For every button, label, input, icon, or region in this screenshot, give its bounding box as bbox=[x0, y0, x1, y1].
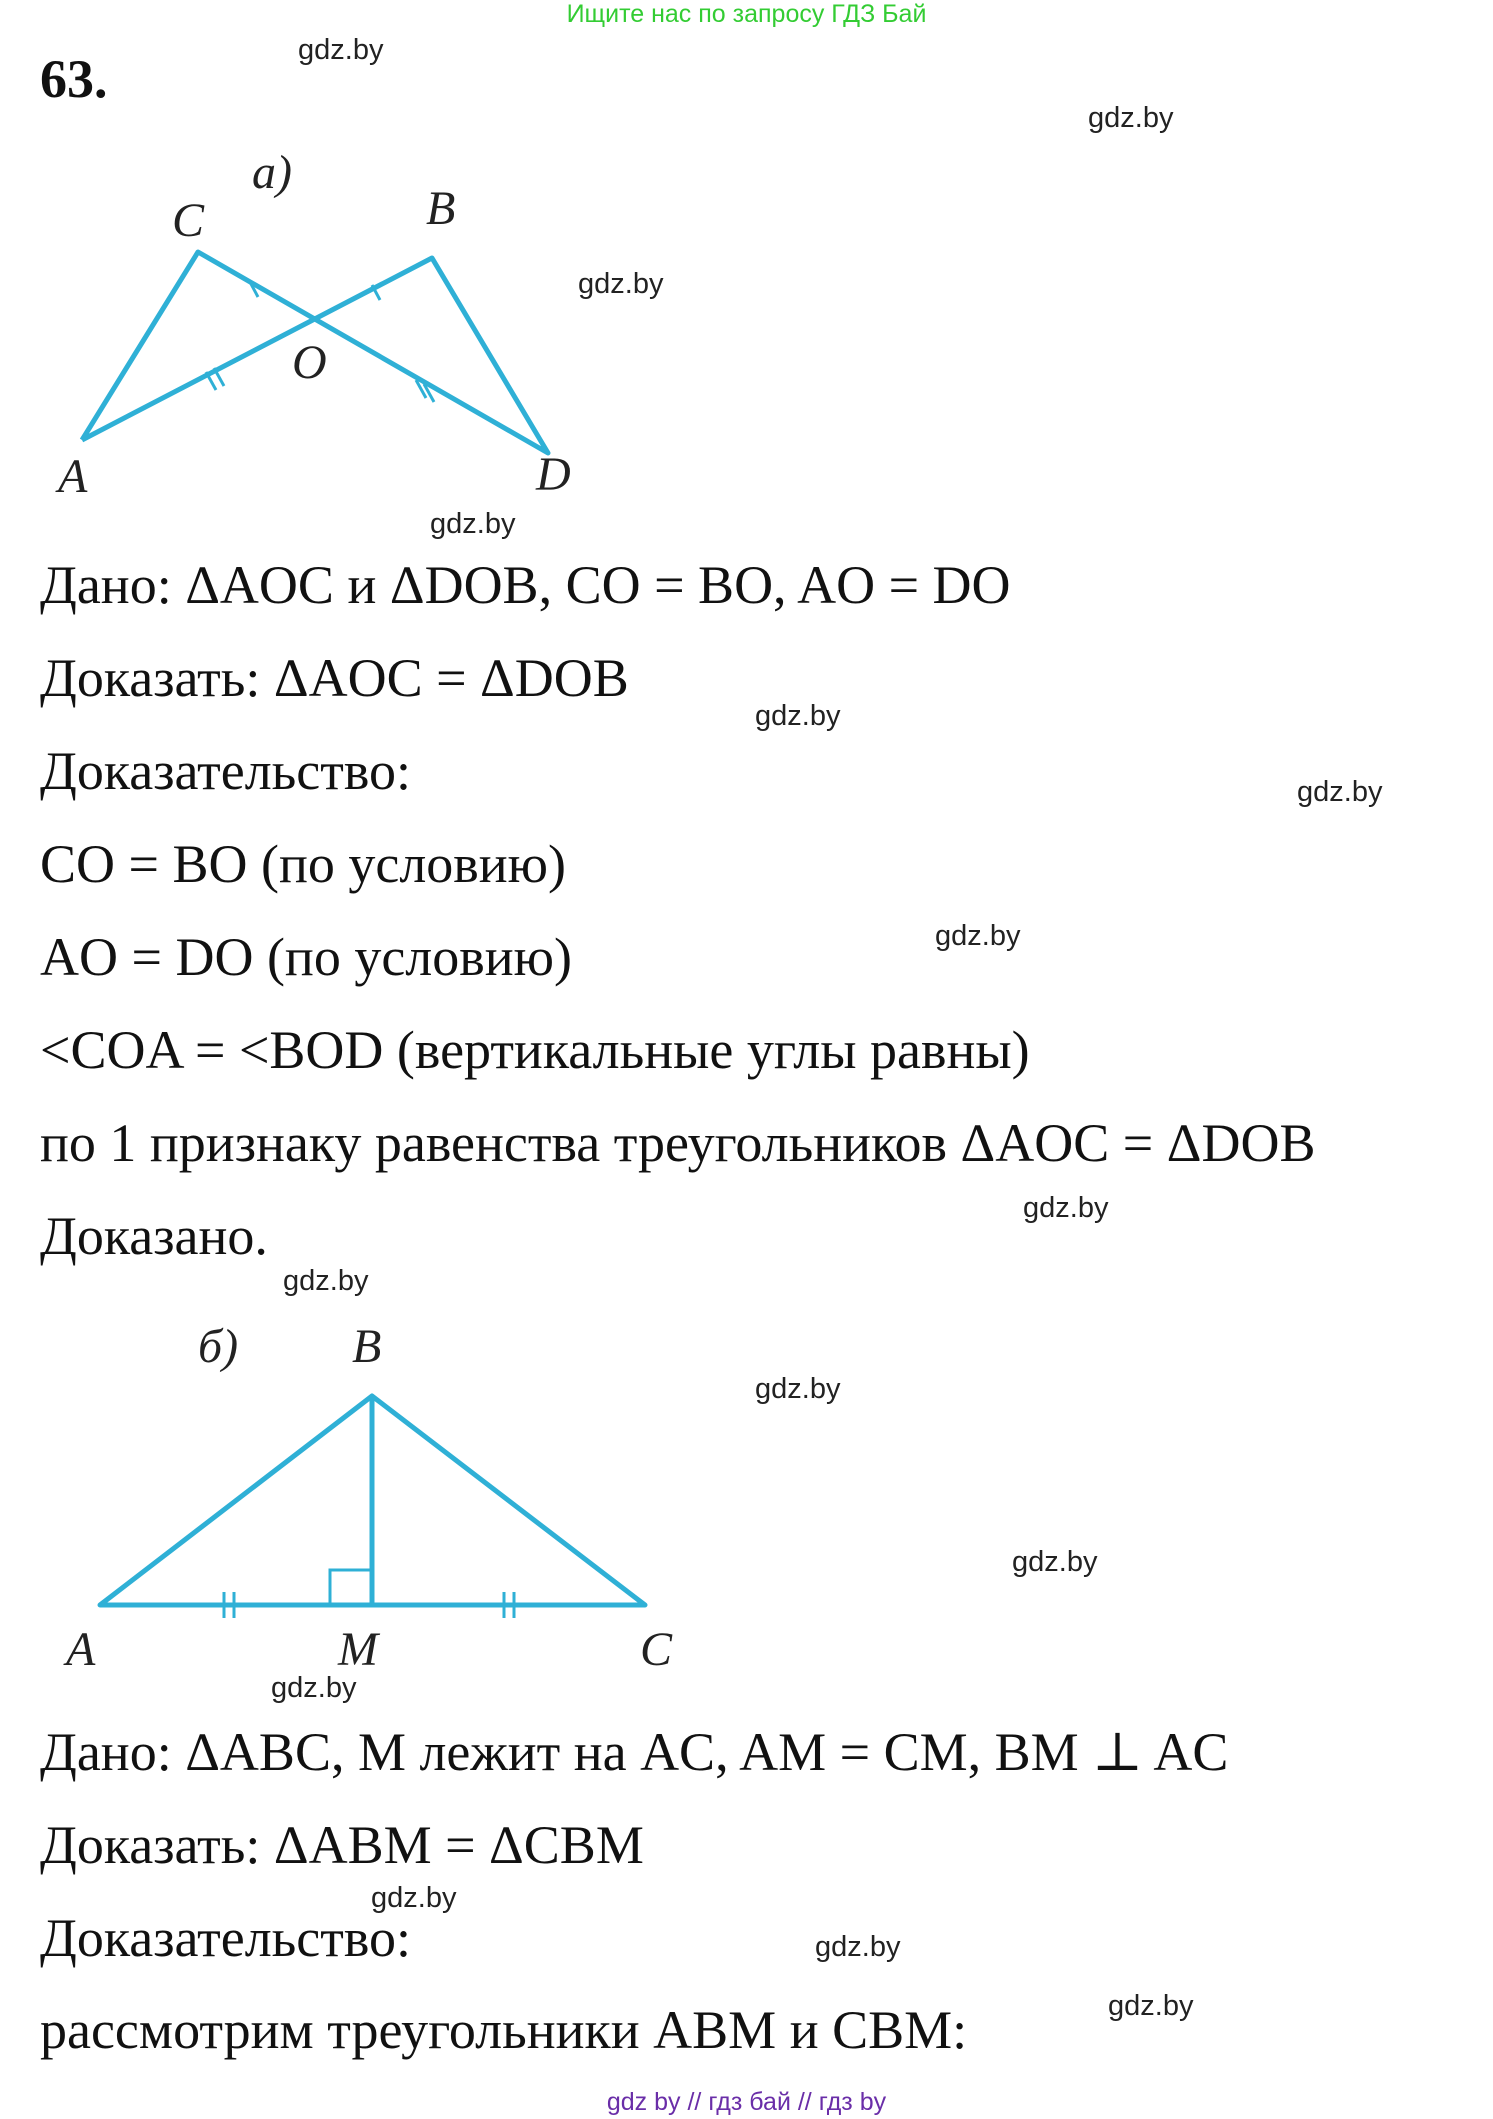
watermark: gdz.by bbox=[298, 34, 384, 66]
figure-b-marks bbox=[224, 1570, 514, 1618]
point-m-label: M bbox=[338, 1623, 378, 1676]
figure-a-diagram bbox=[0, 140, 620, 520]
given-b: Дано: ΔABC, M лежит на AC, AM = CM, BM ⊥ AC bbox=[40, 1722, 1229, 1782]
point-d-label: D bbox=[536, 448, 571, 501]
figure-b-label: б) bbox=[198, 1320, 239, 1373]
watermark: gdz.by bbox=[755, 1373, 841, 1405]
given-a: Дано: ΔAOC и ΔDOB, CO = BO, AO = DO bbox=[40, 555, 1011, 615]
watermark: gdz.by bbox=[371, 1882, 457, 1914]
watermark: gdz.by bbox=[271, 1672, 357, 1704]
figure-a-label: а) bbox=[252, 146, 292, 199]
conclusion-a: Доказано. bbox=[40, 1206, 268, 1266]
watermark: gdz.by bbox=[755, 700, 841, 732]
proof-step-1-a: CO = BO (по условию) bbox=[40, 834, 566, 894]
footer-links[interactable]: gdz by // гдз бай // гдз by bbox=[606, 2088, 887, 2116]
proof-step-4-a: по 1 признаку равенства треугольников ΔAOC = ΔDOB bbox=[40, 1113, 1316, 1173]
watermark: gdz.by bbox=[1108, 1990, 1194, 2022]
point-a-label: A bbox=[58, 450, 88, 503]
watermark: gdz.by bbox=[935, 920, 1021, 952]
point-b-label: B bbox=[426, 182, 456, 235]
proof-step-2-a: AO = DO (по условию) bbox=[40, 927, 572, 987]
point-c-label: C bbox=[640, 1623, 673, 1676]
watermark: gdz.by bbox=[1012, 1546, 1098, 1578]
point-b-label: B bbox=[352, 1320, 382, 1373]
point-o-label: O bbox=[292, 336, 327, 389]
proof-step-3-a: <COA = <BOD (вертикальные углы равны) bbox=[40, 1020, 1030, 1080]
task-number: 63. bbox=[40, 49, 108, 109]
watermark: gdz.by bbox=[430, 508, 516, 540]
point-c-label: C bbox=[172, 194, 205, 247]
watermark: gdz.by bbox=[283, 1265, 369, 1297]
figure-b-diagram bbox=[0, 1300, 720, 1700]
prove-b: Доказать: ΔABM = ΔCBM bbox=[40, 1815, 644, 1875]
watermark: gdz.by bbox=[1023, 1192, 1109, 1224]
watermark: gdz.by bbox=[1297, 776, 1383, 808]
watermark: gdz.by bbox=[1088, 102, 1174, 134]
point-a-label: A bbox=[66, 1623, 96, 1676]
search-banner[interactable]: Ищите нас по запросу ГДЗ Бай bbox=[566, 0, 927, 28]
proof-heading-b: Доказательство: bbox=[40, 1908, 411, 1968]
proof-step-1-b: рассмотрим треугольники ABM и CBM: bbox=[40, 2000, 968, 2060]
figure-b-lines bbox=[100, 1396, 645, 1605]
watermark: gdz.by bbox=[578, 268, 664, 300]
proof-heading-a: Доказательство: bbox=[40, 741, 411, 801]
prove-a: Доказать: ΔAOC = ΔDOB bbox=[40, 648, 629, 708]
watermark: gdz.by bbox=[815, 1931, 901, 1963]
